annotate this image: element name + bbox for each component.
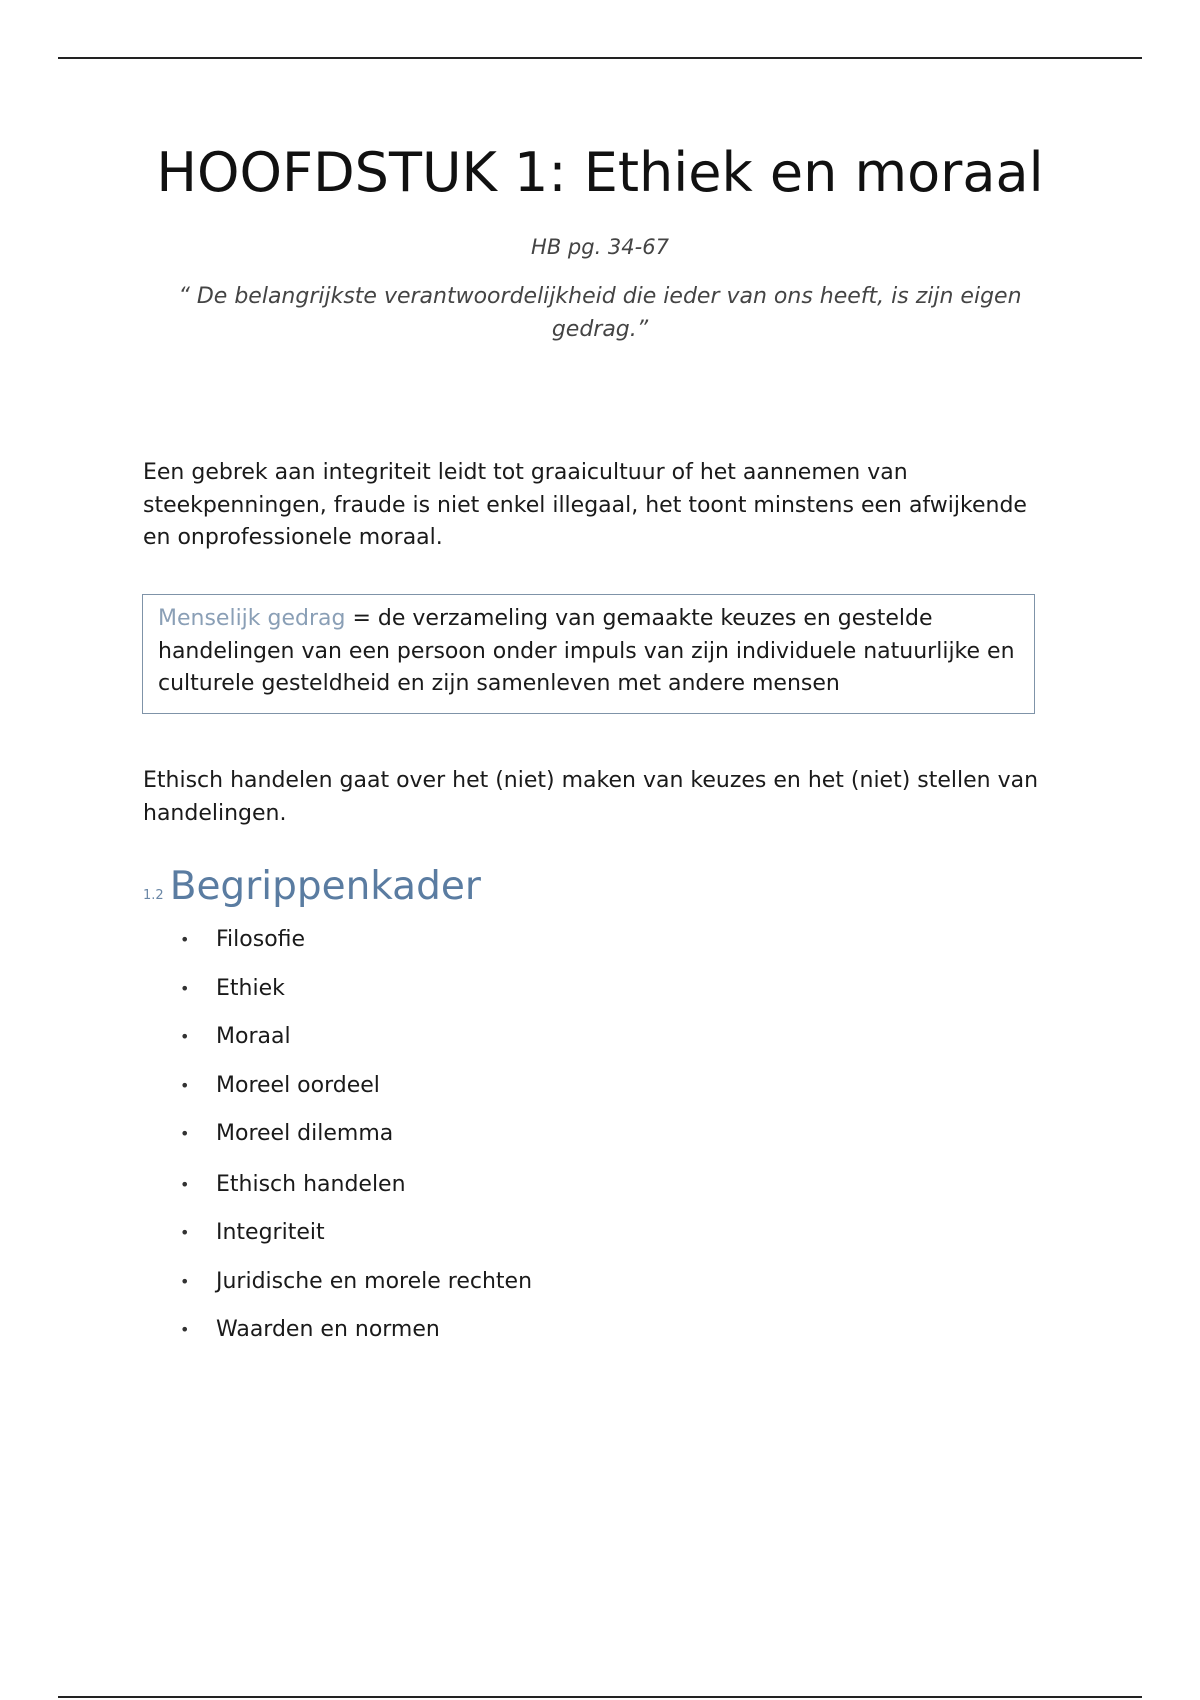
section-number: 1.2 — [143, 888, 164, 903]
definition-term: Menselijk gedrag — [158, 606, 346, 631]
bullet-icon: • — [180, 979, 190, 998]
bullet-icon: • — [180, 1223, 190, 1242]
list-item-label: Moreel oordeel — [216, 1073, 380, 1098]
list-item-label: Moraal — [216, 1024, 291, 1049]
list-item-label: Juridische en morele rechten — [216, 1269, 533, 1294]
list-item-label: Integriteit — [216, 1220, 325, 1245]
page-reference: HB pg. 34-67 — [531, 235, 669, 259]
section-heading — [143, 864, 481, 909]
bottom-rule — [58, 1696, 1142, 1698]
bullet-icon: • — [180, 1076, 190, 1095]
ethics-paragraph: Ethisch handelen gaat over het (niet) maken van keuzes en het (niet) stellen van handelingen. — [143, 768, 1039, 826]
list-item-label: Ethiek — [216, 976, 285, 1001]
list-item-label: Waarden en normen — [216, 1317, 440, 1342]
bullet-icon: • — [180, 1027, 190, 1046]
section-title: Begrippenkader — [169, 864, 481, 909]
top-rule — [58, 57, 1142, 59]
bullet-icon: • — [180, 1175, 190, 1194]
list-item-label: Ethisch handelen — [216, 1172, 406, 1197]
list-item-label: Moreel dilemma — [216, 1121, 394, 1146]
bullet-icon: • — [180, 1272, 190, 1291]
bullet-icon: • — [180, 930, 190, 949]
intro-paragraph: Een gebrek aan integriteit leidt tot graaicultuur of het aannemen van steekpenningen, fraude is niet enkel illegaal, het toont minstens een afwijkende en onprofessionele moraal. — [143, 460, 1027, 550]
bullet-icon: • — [180, 1320, 190, 1339]
definition-box — [142, 594, 1035, 714]
bullet-icon: • — [180, 1124, 190, 1143]
list-item-label: Filosofie — [216, 927, 306, 952]
definition-text: = de verzameling van gemaakte keuzes en gestelde handelingen van een persoon onder impuls van zijn individuele natuurlijke en culturele gesteldheid en zijn samenleven met andere mensen — [158, 606, 1015, 696]
page-title: HOOFDSTUK 1: Ethiek en moraal — [156, 141, 1044, 204]
quote: “ De belangrijkste verantwoordelijkheid die ieder van ons heeft, is zijn eigen gedrag.” — [178, 284, 1022, 342]
